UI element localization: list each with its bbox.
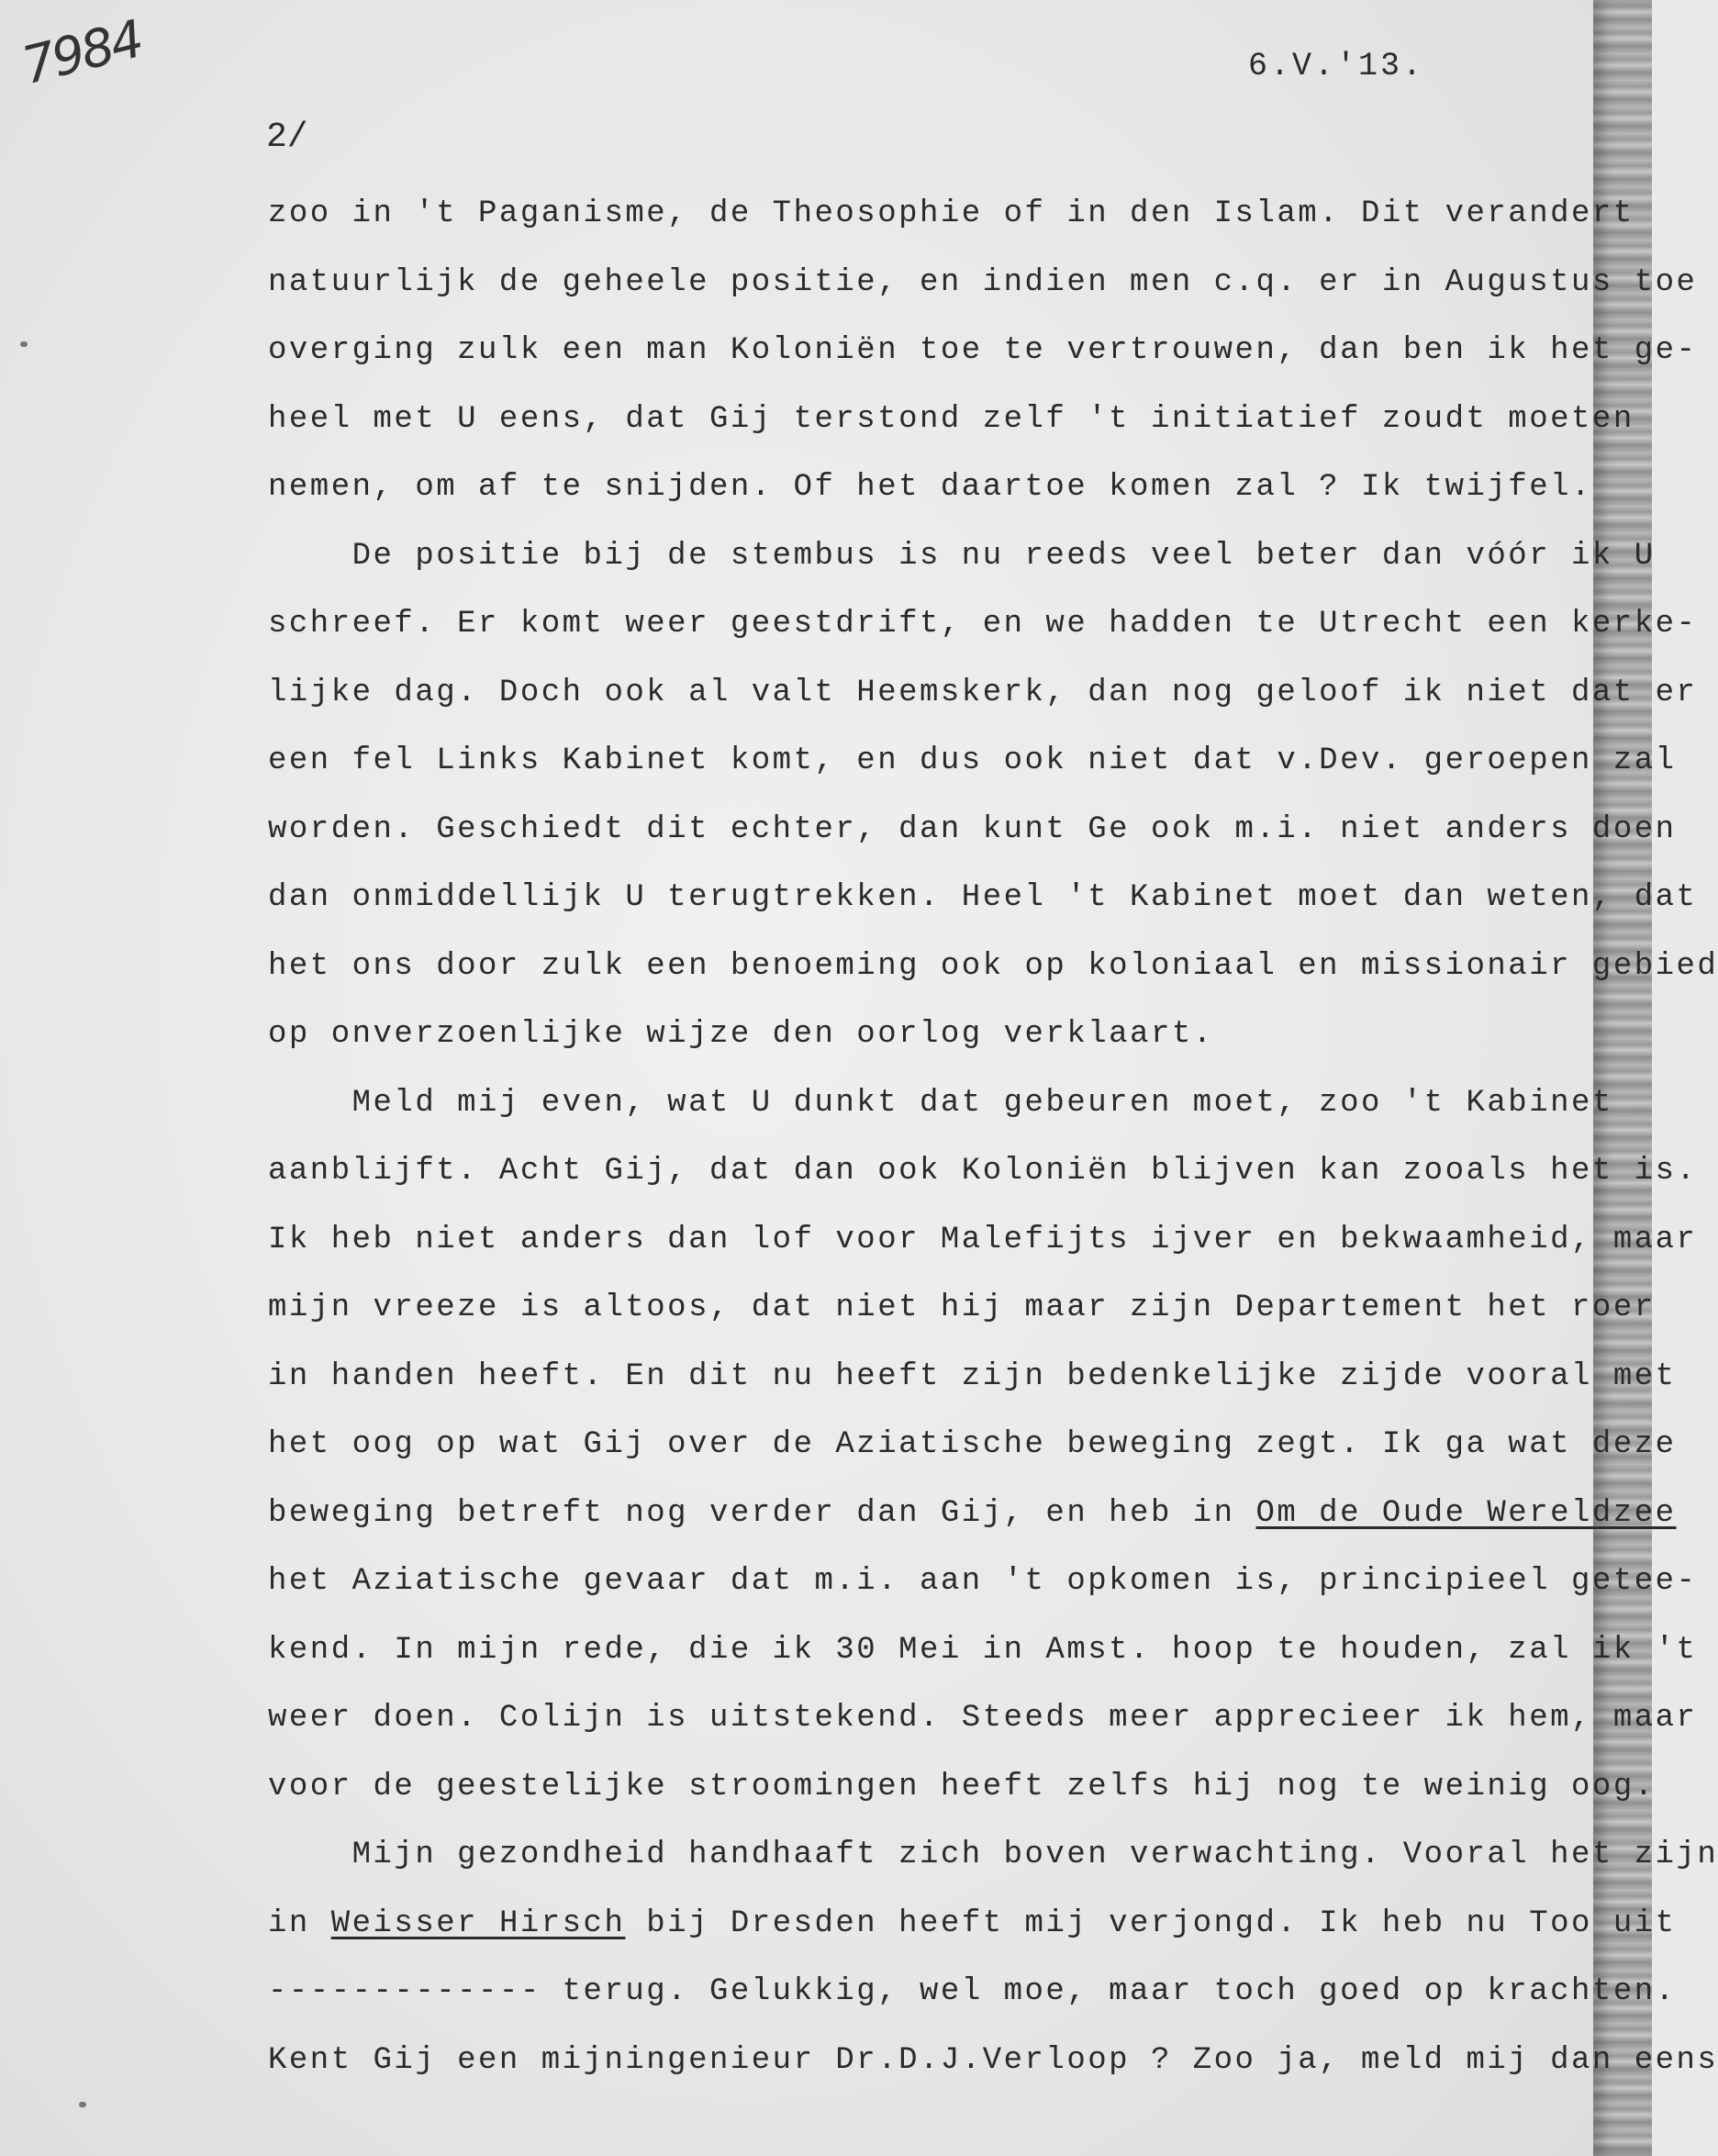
page-number: 2/ <box>266 117 308 157</box>
text-segment: voor de geestelijke stroomingen heeft zelfs hij nog te weinig oog. <box>268 1769 1656 1804</box>
text-line <box>268 796 1677 865</box>
text-segment: kend. In mijn rede, die ik 30 Mei in Amst. hoop te houden, zal ik 't <box>268 1632 1698 1668</box>
text-line <box>268 1958 1677 2027</box>
text-segment: nemen, om af te snijden. Of het daartoe komen zal ? Ik twijfel. <box>268 470 1592 505</box>
text-line <box>268 1890 1677 1959</box>
text-line <box>268 180 1634 249</box>
text-segment: worden. Geschiedt dit echter, dan kunt Ge ook m.i. niet anders doen <box>268 811 1677 847</box>
text-segment: weer doen. Colijn is uitstekend. Steeds meer apprecieer ik hem, maar <box>268 1701 1698 1736</box>
text-segment: schreef. Er komt weer geestdrift, en we hadden te Utrecht een kerke- <box>268 607 1698 642</box>
text-line <box>268 933 1718 1001</box>
text-line <box>268 522 1656 591</box>
text-segment: het oog op wat Gij over de Aziatische beweging zegt. Ik ga wat deze <box>268 1427 1677 1462</box>
text-line <box>268 453 1617 522</box>
text-line <box>268 727 1677 796</box>
text-segment: zoo in 't Paganisme, de Theosophie of in den Islam. Dit verandert <box>268 196 1634 231</box>
text-segment: aanblijft. Acht Gij, dat dan ook Koloniën blijven kan zooals het is. <box>268 1154 1698 1189</box>
text-segment: overging zulk een man Koloniën toe te vertrouwen, dan ben ik het ge- <box>268 333 1698 368</box>
text-segment: mijn vreeze is altoos, dat niet hij maar zijn Departement het roer <box>268 1290 1656 1325</box>
text-line <box>268 1343 1677 1412</box>
text-line <box>268 1000 1617 1069</box>
text-segment: Kent Gij een mijningenieur Dr.D.J.Verloop ? Zoo ja, meld mij dan eens <box>268 2042 1718 2078</box>
text-segment: het Aziatische gevaar dat m.i. aan 't opkomen is, principieel getee- <box>268 1564 1698 1599</box>
text-line <box>268 1547 1698 1616</box>
speck-mark <box>20 341 28 347</box>
text-line <box>268 1411 1677 1480</box>
text-segment: dan onmiddellijk U terugtrekken. Heel 't Kabinet moet dan weten, dat <box>268 880 1698 915</box>
text-segment: De positie bij de stembus is nu reeds veel beter dan vóór ik U <box>268 538 1656 574</box>
text-segment: Ik heb niet anders dan lof voor Malefijts ijver en bekwaamheid, maar <box>268 1222 1698 1257</box>
text-line <box>268 659 1698 728</box>
text-line <box>268 1753 1656 1822</box>
text-line <box>268 385 1634 454</box>
text-segment: in <box>268 1905 331 1941</box>
text-line <box>268 1480 1677 1548</box>
text-line <box>268 1206 1698 1275</box>
text-line <box>268 1821 1718 1890</box>
text-line <box>268 249 1698 318</box>
letter-date: 6.V.'13. <box>1248 48 1425 84</box>
archive-number: 7984 <box>17 9 148 97</box>
text-line <box>268 2027 1718 2095</box>
text-segment: het ons door zulk een benoeming ook op koloniaal en missionair gebied <box>268 948 1718 984</box>
text-line <box>268 317 1698 385</box>
text-segment: in handen heeft. En dit nu heeft zijn bedenkelijke zijde vooral met <box>268 1358 1677 1394</box>
letter-body <box>268 180 1718 2095</box>
text-segment: lijke dag. Doch ook al valt Heemskerk, dan nog geloof ik niet dat er <box>268 675 1698 710</box>
text-segment: heel met U eens, dat Gij terstond zelf 't initiatief zoudt moeten <box>268 401 1634 437</box>
underlined-title: Om de Oude Wereldzee <box>1255 1495 1677 1531</box>
text-line <box>268 1274 1656 1343</box>
underlined-title: Weisser Hirsch <box>330 1905 626 1941</box>
text-line <box>268 1137 1698 1206</box>
text-segment: Meld mij even, wat U dunkt dat gebeuren moet, zoo 't Kabinet <box>268 1085 1613 1121</box>
text-segment: ------------- terug. Gelukkig, wel moe, maar toch goed op krachten. <box>268 1974 1677 2009</box>
text-line <box>268 864 1698 933</box>
speck-mark <box>79 2102 86 2107</box>
text-line <box>268 1069 1617 1138</box>
text-line <box>268 590 1698 659</box>
text-segment: natuurlijk de geheele positie, en indien men c.q. er in Augustus toe <box>268 264 1698 300</box>
text-segment: beweging betreft nog verder dan Gij, en heb in <box>268 1495 1256 1531</box>
text-segment: bij Dresden heeft mij verjongd. Ik heb nu Too uit <box>625 1905 1677 1941</box>
text-line <box>268 1616 1698 1685</box>
text-segment: Mijn gezondheid handhaaft zich boven verwachting. Vooral het zijn <box>268 1838 1718 1872</box>
text-segment: een fel Links Kabinet komt, en dus ook niet dat v.Dev. geroepen zal <box>268 743 1677 778</box>
text-line <box>268 1684 1698 1753</box>
text-segment: op onverzoenlijke wijze den oorlog verklaart. <box>268 1017 1214 1052</box>
